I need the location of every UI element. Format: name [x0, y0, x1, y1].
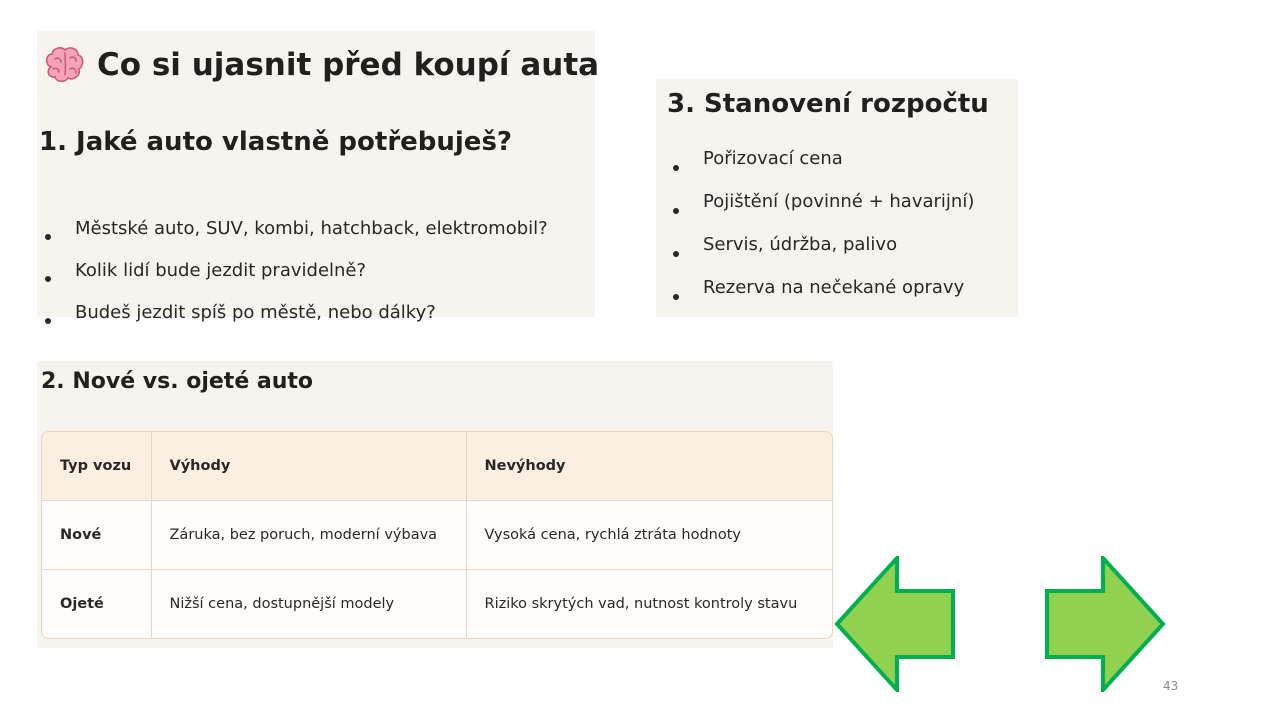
table-header-row	[42, 432, 832, 500]
list-item: Budeš jezdit spíš po městě, nebo dálky?	[39, 300, 548, 342]
table-cell: Ojeté	[42, 569, 151, 638]
page-number: 43	[1163, 679, 1179, 693]
section-card-needs	[37, 31, 600, 323]
list-item: Kolik lidí bude jezdit pravidelně?	[39, 258, 548, 300]
table-cell: Riziko skrytých vad, nutnost kontroly stavu	[466, 569, 832, 638]
needs-list	[39, 216, 548, 342]
column-header-cons: Nevýhody	[466, 432, 832, 500]
column-header-pros: Výhody	[151, 432, 466, 500]
arrow-right-icon[interactable]	[1044, 556, 1166, 692]
arrow-left-icon[interactable]	[834, 556, 956, 692]
list-item: Rezerva na nečekané opravy	[667, 275, 974, 318]
comparison-table	[41, 431, 833, 639]
list-item: Pojištění (povinné + havarijní)	[667, 189, 974, 232]
slide-title	[43, 45, 599, 85]
table-row	[42, 569, 832, 638]
section-card-budget	[656, 79, 1018, 317]
section-heading-needs: 1. Jaké auto vlastně potřebuješ?	[39, 127, 513, 157]
table-cell: Záruka, bez poruch, moderní výbava	[151, 500, 466, 569]
list-item: Městské auto, SUV, kombi, hatchback, elektromobil?	[39, 216, 548, 258]
section-heading-budget: 3. Stanovení rozpočtu	[667, 89, 989, 119]
section-card-new-vs-used	[37, 361, 833, 648]
table-cell: Nižší cena, dostupnější modely	[151, 569, 466, 638]
table-cell: Vysoká cena, rychlá ztráta hodnoty	[466, 500, 832, 569]
budget-list	[667, 146, 974, 318]
table-cell: Nové	[42, 500, 151, 569]
column-header-type: Typ vozu	[42, 432, 151, 500]
section-heading-new-vs-used: 2. Nové vs. ojeté auto	[41, 369, 314, 394]
list-item: Pořizovací cena	[667, 146, 974, 189]
brain-icon	[43, 45, 85, 85]
table-row	[42, 500, 832, 569]
slide-title-text: Co si ujasnit před koupí auta	[97, 47, 600, 83]
list-item: Servis, údržba, palivo	[667, 232, 974, 275]
